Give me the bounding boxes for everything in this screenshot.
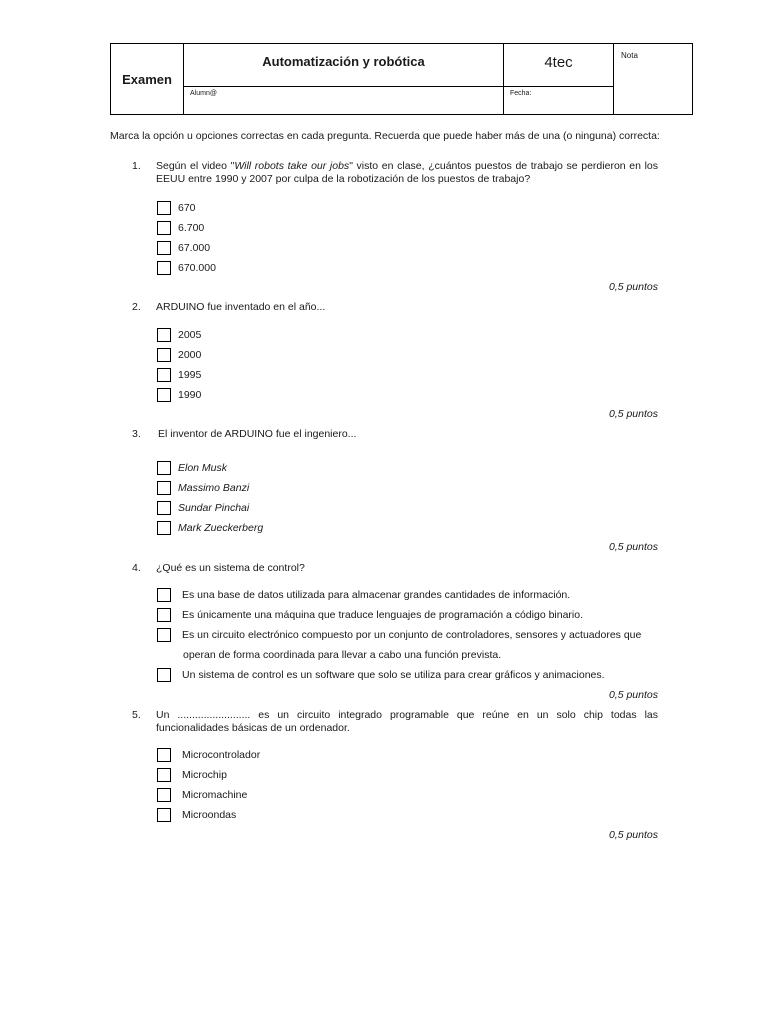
checkbox-icon[interactable]	[157, 241, 171, 255]
question-text: Según el video "Will robots take our jobs" visto en clase, ¿cuántos puestos de trabajo se perdieron en los EEUU entre 1990 y 2007 por culpa de la robotización de los puestos de trabajo?	[156, 160, 659, 185]
option-label: 2000	[178, 349, 202, 361]
option-checkbox[interactable]	[157, 500, 249, 516]
checkbox-icon[interactable]	[157, 668, 171, 682]
question-2	[132, 301, 658, 314]
option-label: Micromachine	[182, 789, 248, 801]
question-5	[132, 709, 658, 735]
question-1	[132, 160, 658, 186]
checkbox-icon[interactable]	[157, 808, 171, 822]
grade-field[interactable]: Nota	[621, 51, 638, 60]
option-checkbox[interactable]	[157, 200, 196, 216]
checkbox-icon[interactable]	[157, 328, 171, 342]
option-label: Mark Zueckerberg	[178, 522, 264, 534]
option-checkbox[interactable]	[157, 260, 216, 276]
points-label: 0,5 puntos	[608, 829, 658, 841]
question-text: Un ......................... es un circuito integrado programable que reúne en un solo chip todas las funcionalidades básicas de un ordenador.	[156, 709, 658, 734]
checkbox-icon[interactable]	[157, 768, 171, 782]
points-label: 0,5 puntos	[608, 408, 658, 420]
option-label: 2005	[178, 329, 202, 341]
checkbox-icon[interactable]	[157, 521, 171, 535]
question-text: ARDUINO fue inventado en el año...	[156, 301, 326, 313]
option-checkbox[interactable]	[157, 807, 236, 823]
exam-header-table	[110, 43, 693, 115]
checkbox-icon[interactable]	[157, 748, 171, 762]
option-label: Microondas	[182, 809, 237, 821]
option-label: Microcontrolador	[182, 749, 261, 761]
option-label: Massimo Banzi	[178, 482, 250, 494]
question-4	[132, 562, 658, 575]
points-label: 0,5 puntos	[608, 281, 658, 293]
option-label: 1995	[178, 369, 202, 381]
question-number: 4.	[132, 562, 141, 574]
option-label: 670	[178, 202, 196, 214]
option-checkbox[interactable]	[157, 627, 641, 643]
option-label: Es una base de datos utilizada para almacenar grandes cantidades de información.	[182, 589, 571, 601]
date-field[interactable]: Fecha:	[504, 87, 614, 114]
checkbox-icon[interactable]	[157, 261, 171, 275]
checkbox-icon[interactable]	[157, 368, 171, 382]
option-label: Es únicamente una máquina que traduce lenguajes de programación a código binario.	[182, 609, 584, 621]
option-checkbox[interactable]	[157, 667, 605, 683]
question-number: 3.	[132, 428, 141, 440]
option-checkbox[interactable]	[157, 747, 260, 763]
checkbox-icon[interactable]	[157, 388, 171, 402]
option-checkbox[interactable]	[157, 387, 201, 403]
checkbox-icon[interactable]	[157, 588, 171, 602]
option-checkbox[interactable]	[157, 480, 249, 496]
question-number: 5.	[132, 709, 141, 721]
exam-label: Examen	[111, 44, 184, 114]
question-number: 2.	[132, 301, 141, 313]
option-checkbox[interactable]	[157, 367, 201, 383]
instructions-text: Marca la opción u opciones correctas en cada pregunta. Recuerda que puede haber más de una (o ninguna) correcta:	[110, 130, 660, 142]
checkbox-icon[interactable]	[157, 461, 171, 475]
checkbox-icon[interactable]	[157, 481, 171, 495]
course-label: 4tec	[504, 44, 614, 87]
checkbox-icon[interactable]	[157, 221, 171, 235]
points-label: 0,5 puntos	[608, 689, 658, 701]
option-label: Un sistema de control es un software que solo se utiliza para crear gráficos y animaciones.	[182, 669, 605, 681]
question-text: ¿Qué es un sistema de control?	[156, 562, 305, 574]
option-checkbox[interactable]	[157, 607, 583, 623]
option-checkbox[interactable]	[157, 240, 210, 256]
option-label: Es un circuito electrónico compuesto por un conjunto de controladores, sensores y actuadores que	[182, 629, 642, 641]
option-checkbox[interactable]	[157, 220, 204, 236]
question-text: El inventor de ARDUINO fue el ingeniero...	[158, 428, 357, 440]
option-label: 670.000	[178, 262, 216, 274]
option-checkbox[interactable]	[157, 587, 570, 603]
option-checkbox[interactable]	[157, 347, 201, 363]
option-checkbox[interactable]	[157, 767, 227, 783]
option-checkbox[interactable]	[157, 520, 263, 536]
option-label: 67.000	[178, 242, 211, 254]
option-checkbox[interactable]	[157, 787, 247, 803]
option-label: Elon Musk	[178, 462, 228, 474]
question-3	[132, 428, 658, 441]
student-name-field[interactable]: Alumn@	[184, 87, 504, 114]
exam-title: Automatización y robótica	[184, 44, 504, 87]
checkbox-icon[interactable]	[157, 608, 171, 622]
option-label: 6.700	[178, 222, 205, 234]
checkbox-icon[interactable]	[157, 788, 171, 802]
option-label: Microchip	[182, 769, 227, 781]
question-number: 1.	[132, 160, 141, 172]
checkbox-icon[interactable]	[157, 348, 171, 362]
option-label: Sundar Pinchai	[178, 502, 250, 514]
points-label: 0,5 puntos	[608, 541, 658, 553]
checkbox-icon[interactable]	[157, 628, 171, 642]
option-label-continuation: operan de forma coordinada para llevar a cabo una función prevista.	[183, 649, 502, 661]
checkbox-icon[interactable]	[157, 501, 171, 515]
option-checkbox[interactable]	[157, 460, 227, 476]
option-label: 1990	[178, 389, 202, 401]
checkbox-icon[interactable]	[157, 201, 171, 215]
option-checkbox[interactable]	[157, 327, 201, 343]
